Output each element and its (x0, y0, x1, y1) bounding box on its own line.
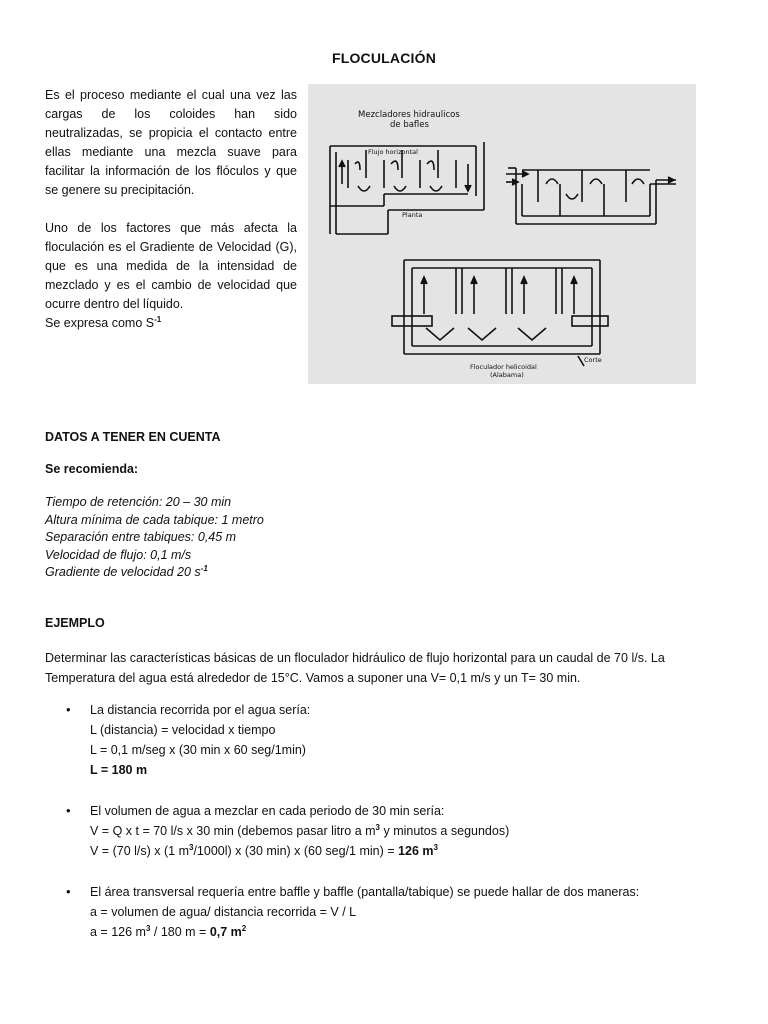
intro-units-line: Se expresa como $S^{-1}$ (45, 315, 162, 330)
distance-result: L = 180 m (90, 763, 148, 777)
figure-label-planta: Planta (402, 211, 423, 219)
datos-heading: DATOS A TENER EN CUENTA (45, 430, 221, 444)
bullet-distance: • La distancia recorrida por el agua sería: L (distancia) = velocidad x tiempo L = 0,1 m/seg x (30 min x 60 seg/1min) L = 180 m (66, 700, 726, 780)
page-title: FLOCULACIÓN (331, 50, 437, 66)
list-item: Tiempo de retención: 20 – 30 min (45, 495, 232, 509)
bullet-symbol: • (66, 702, 71, 717)
list-item: Velocidad de flujo: 0,1 m/s (45, 547, 192, 562)
bullet-symbol: • (66, 803, 71, 818)
intro-text (45, 86, 297, 333)
vertical-flow-diagram (506, 168, 676, 224)
bullet-symbol: • (66, 884, 71, 899)
bullet-volume: • El volumen de agua a mezclar en cada periodo de 30 min sería: V = Q x t = 70 l/s x 30 min (debemos pasar litro a $m^3$ y minutos a segundos) V = (70 l/s) x (1 $m^3/1000l$) x (30 min) x (60 seg/1 min) = 126 $m^3$ (66, 803, 510, 858)
figure-title-line1: Mezcladores hidraulicos (358, 110, 460, 120)
intro-paragraph-definition: Es el proceso mediante el cual una vez las cargas de los coloides han sido neutralizadas, se propicia el contacto entre ellas mediante una mezcla suave para facilitar la información de los flóculos y que se genere su precipitación. (45, 88, 297, 197)
bullet-area: • El área transversal requería entre baffle y baffle (pantalla/tabique) se puede hallar de dos maneras: a = volumen de agua/ distancia recorrida = V / L a = 126 $m^3 / 180$ m = 0,7 $m^2$ (66, 884, 640, 939)
intro-paragraph-gradient: Uno de los factores que más afecta la floculación es el Gradiente de Velocidad (G), que es una medida de la intensidad de mezclado y es el cambio de velocidad que ocurre dentro del líquido. (45, 221, 297, 311)
list-item-gradient: Gradiente de velocidad 20 $s^{-1}$ (45, 564, 208, 579)
area-result: 0,7 $m^2$ (209, 924, 247, 939)
helicoidal-flocculator-diagram (392, 260, 608, 366)
example-statement: Determinar las características básicas de un floculador hidráulico de flujo horizontal para un caudal de 70 l/s. La Temperatura del agua está alrededor de 15°C. Vamos a suponer una V= 0,1 m/s y un T= 30 min. (45, 651, 665, 685)
recommendation-list (45, 494, 264, 582)
baffle-mixer-figure (308, 84, 696, 384)
list-item: Altura mínima de cada tabique: 1 metro (45, 512, 264, 527)
list-item: Separación entre tabiques: 0,45 m (45, 530, 237, 544)
recommendation-subheading: Se recomienda: (45, 462, 139, 476)
example-heading: EJEMPLO (45, 616, 105, 630)
units-superscript: -1 (154, 315, 162, 324)
figure-label-helicoidal-2: (Alabama) (490, 371, 524, 379)
figure-title-line2: de bafles (390, 120, 429, 130)
volume-result: 126 $m^3$ (398, 843, 438, 858)
figure-label-helicoidal-1: Floculador helicoidal (470, 363, 537, 371)
baffle-diagrams (308, 84, 696, 384)
figure-label-corte: Corte (584, 356, 602, 364)
figure-label-flujo: Flujo horizontal (368, 148, 418, 156)
